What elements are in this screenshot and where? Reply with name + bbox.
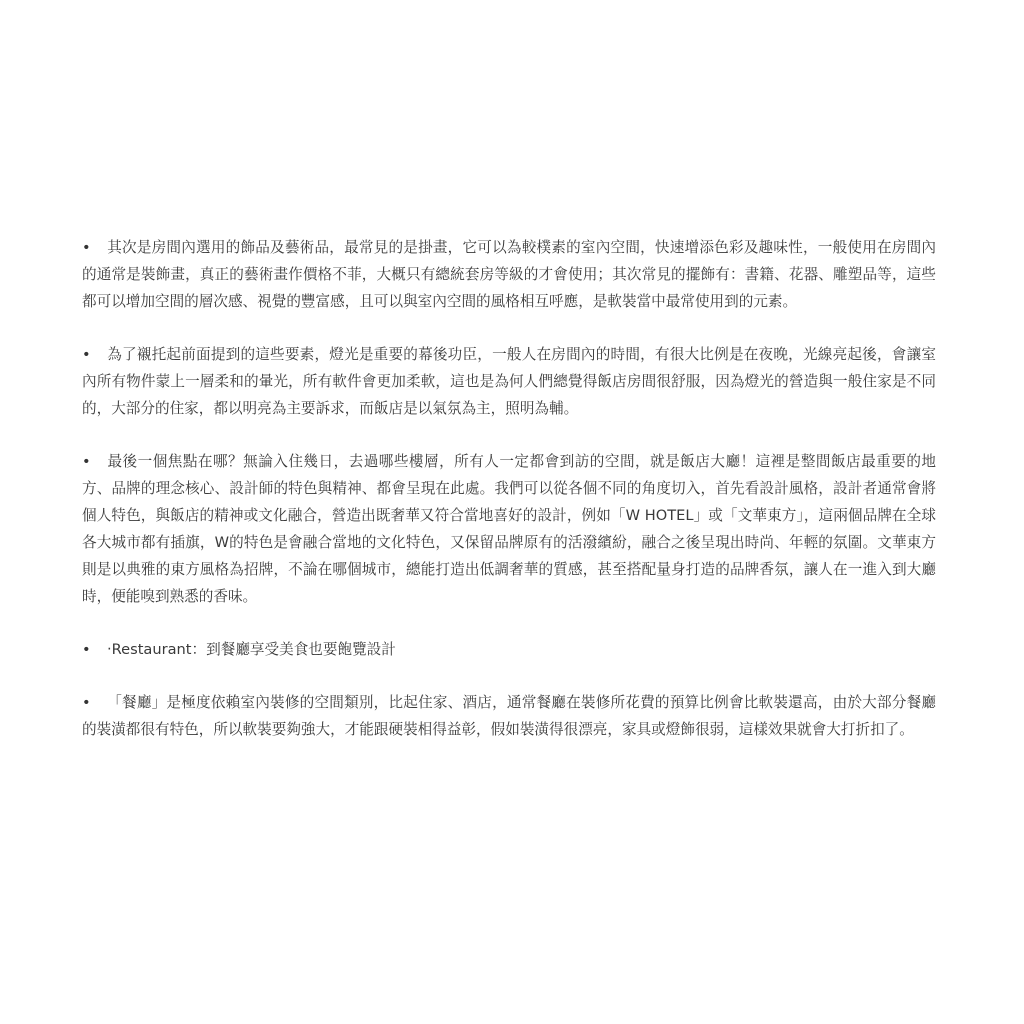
paragraph-text: 其次是房間內選用的飾品及藝術品，最常見的是掛畫，它可以為較樸素的室內空間，快速增添色彩及趣味性，一般使用在房間內的通常是裝飾畫，真正的藝術畫作價格不菲，大概只有總統套房等級的才會使用；其次常見的擺飾有：書籍、花器、雕塑品等，這些都可以增加空間的層次感、視覺的豐富感，且可以與室內空間的風格相互呼應，是軟裝當中最常使用到的元素。 <box>82 239 936 310</box>
section-heading: ‧Restaurant：到餐廳享受美食也要飽覽設計 <box>107 641 396 658</box>
paragraph-restaurant <box>82 689 936 743</box>
bullet-icon: • <box>82 346 91 363</box>
paragraph-text: 為了襯托起前面提到的這些要素，燈光是重要的幕後功臣，一般人在房間內的時間，有很大比例是在夜晚，光線亮起後，會讓室內所有物件蒙上一層柔和的暈光，所有軟件會更加柔軟，這也是為何人們總覺得飯店房間很舒服，因為燈光的營造與一般住家是不同的，大部分的住家，都以明亮為主要訴求，而飯店是以氣氛為主，照明為輔。 <box>82 346 936 417</box>
paragraph-text: 最後一個焦點在哪？無論入住幾日，去過哪些樓層，所有人一定都會到訪的空間，就是飯店大廳！這裡是整間飯店最重要的地方、品牌的理念核心、設計師的特色與精神、都會呈現在此處。我們可以從各個不同的角度切入，首先看設計風格，設計者通常會將個人特色，與飯店的精神或文化融合，營造出既奢華又符合當地喜好的設計，例如「W HOTEL」或「文華東方」，這兩個品牌在全球各大城市都有插旗，W的特色是會融合當地的文化特色，又保留品牌原有的活潑繽紛，融合之後呈現出時尚、年輕的氛圍。文華東方則是以典雅的東方風格為招牌，不論在哪個城市，總能打造出低調奢華的質感，甚至搭配量身打造的品牌香氛，讓人在一進入到大廳時，便能嗅到熟悉的香味。 <box>82 453 936 605</box>
paragraph-text: 「餐廳」是極度依賴室內裝修的空間類別，比起住家、酒店，通常餐廳在裝修所花費的預算比例會比軟裝還高，由於大部分餐廳的裝潢都很有特色，所以軟裝要夠強大，才能跟硬裝相得益彰，假如裝潢得很漂亮，家具或燈飾很弱，這樣效果就會大打折扣了。 <box>82 694 936 738</box>
bullet-icon: • <box>82 453 91 470</box>
bullet-icon: • <box>82 694 91 711</box>
paragraph-lighting <box>82 341 936 422</box>
paragraph-restaurant-heading <box>82 636 936 663</box>
bullet-icon: • <box>82 641 91 658</box>
paragraph-lobby <box>82 448 936 610</box>
paragraph-art-decor <box>82 234 936 315</box>
bullet-icon: • <box>82 239 91 256</box>
